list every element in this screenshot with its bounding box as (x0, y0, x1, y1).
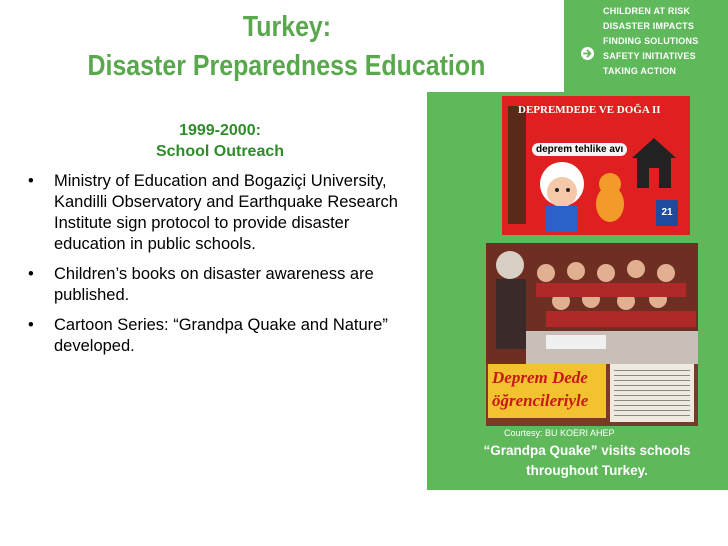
page-title-line2: Disaster Preparedness Education (87, 50, 486, 82)
nav-item-finding-solutions[interactable]: FINDING SOLUTIONS (603, 36, 699, 46)
arrow-right-circle-icon (581, 47, 594, 60)
headline-line2: öğrencileriyle (492, 391, 589, 410)
bullet-text: Ministry of Education and Bogaziçi University, Kandilli Observatory and Earthquake Research Institute sign protocol to provide disaster education in public schools. (54, 172, 398, 253)
bullet-icon: • (28, 265, 34, 283)
nav-item-taking-action[interactable]: TAKING ACTION (603, 66, 677, 76)
list-item (28, 171, 423, 255)
section-nav (564, 0, 728, 92)
list-item (28, 315, 423, 357)
nav-item-children-at-risk[interactable]: CHILDREN AT RISK (603, 6, 691, 16)
image-credit: Courtesy: BU KOERI AHEP (504, 428, 615, 438)
bullet-icon: • (28, 172, 34, 190)
newspaper-article (610, 364, 694, 422)
cd-cover-image (502, 96, 690, 235)
article-text-lines (614, 368, 690, 416)
bullet-icon: • (28, 316, 34, 334)
page-title-line1: Turkey: (242, 11, 332, 43)
bullet-text: Cartoon Series: “Grandpa Quake and Nature” developed. (54, 316, 388, 355)
bullet-list (28, 171, 423, 366)
cd-cover-title: DEPREMDEDE VE DOĞA II (518, 104, 661, 116)
nav-item-safety-initiatives[interactable]: SAFETY INITIATIVES (603, 51, 696, 61)
image-caption: “Grandpa Quake” visits schools throughout Turkey. (483, 443, 691, 478)
list-item (28, 264, 423, 306)
section-heading: School Outreach (155, 143, 285, 160)
cd-cover-subtitle: deprem tehlike avı (532, 143, 627, 156)
cd-issue-badge: 21 (656, 200, 678, 226)
classroom-photo (486, 243, 698, 426)
classroom-scene (486, 243, 698, 364)
nav-item-disaster-impacts[interactable]: DISASTER IMPACTS (603, 21, 695, 31)
bullet-text: Children’s books on disaster awareness are published. (54, 265, 374, 304)
headline-line1: Deprem Dede (492, 368, 588, 387)
section-year: 1999-2000: (179, 122, 261, 139)
newspaper-headline (488, 364, 606, 418)
